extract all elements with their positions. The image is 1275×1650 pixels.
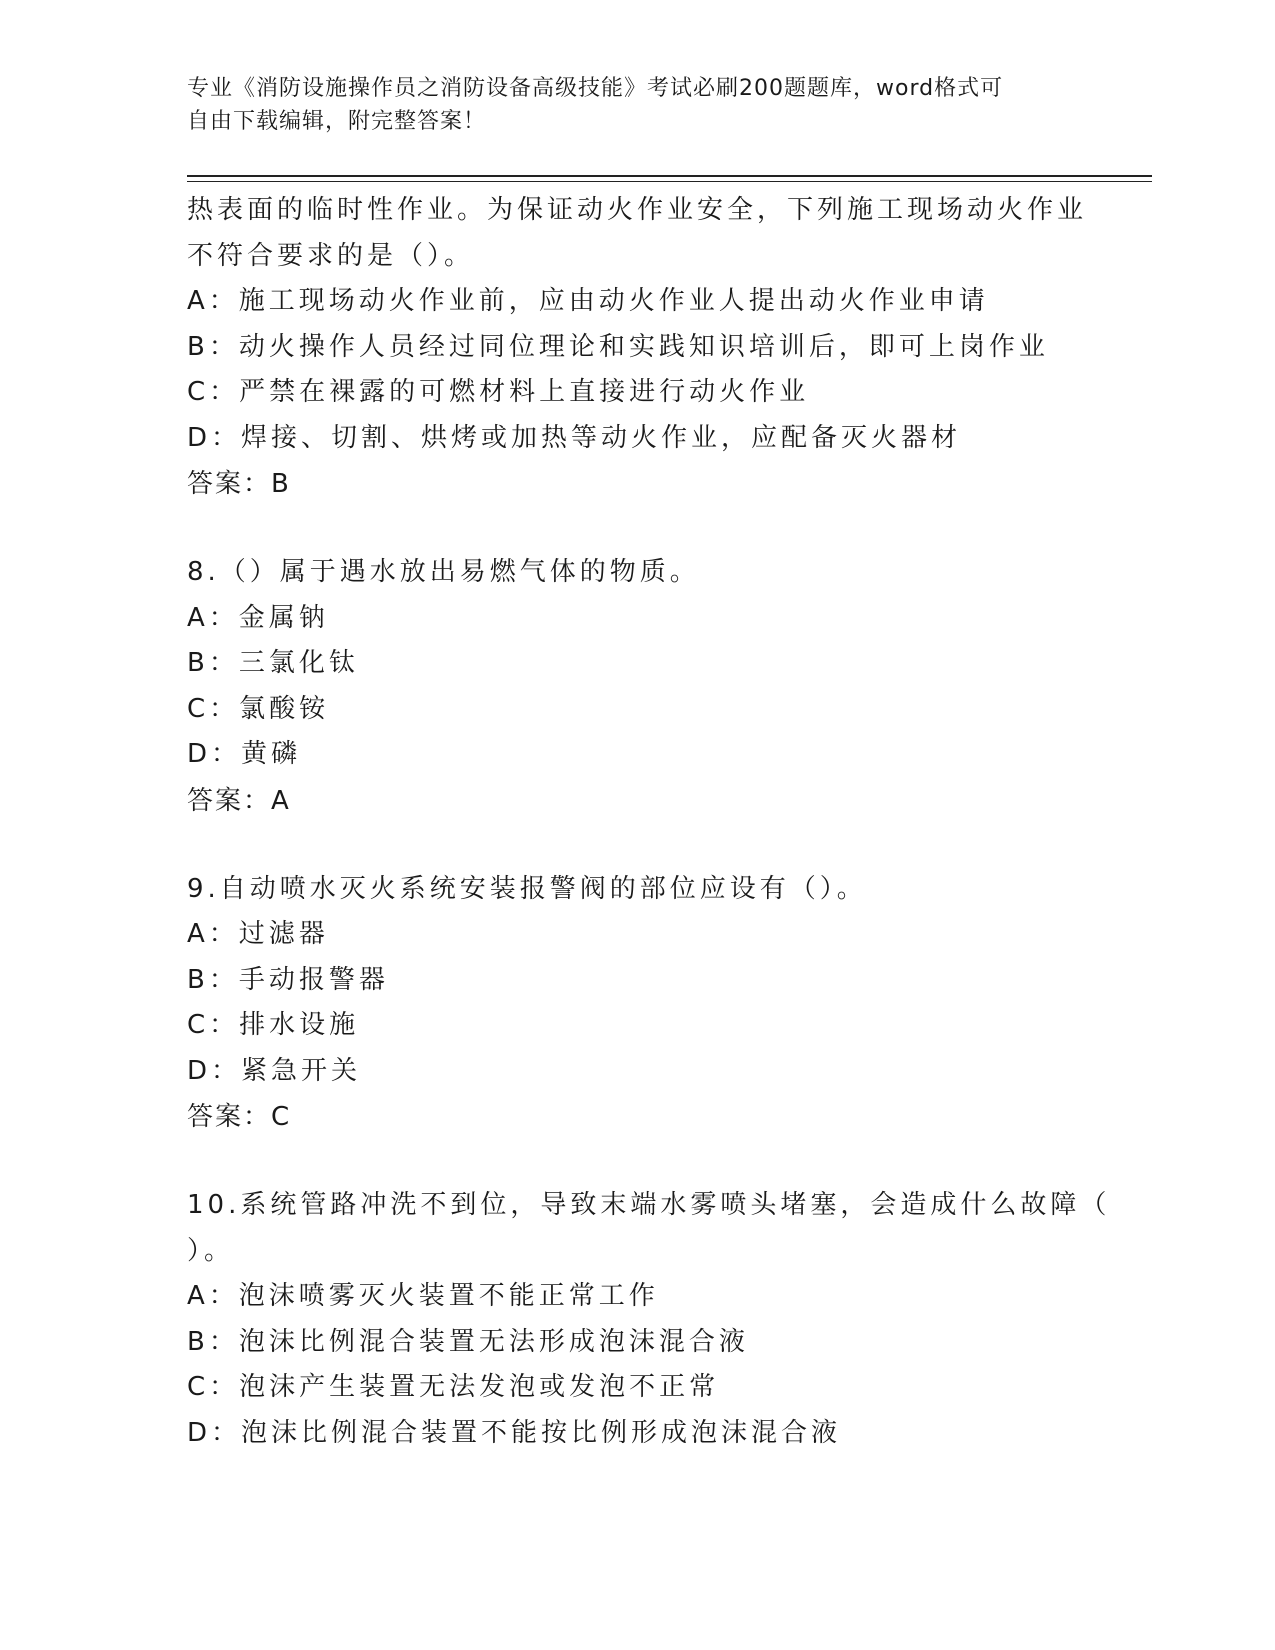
option-b: B：泡沫比例混合装置无法形成泡沫混合液 — [187, 1326, 749, 1357]
question-stem: 8.（）属于遇水放出易燃气体的物质。 — [187, 557, 700, 587]
answer-text: 答案：A — [187, 785, 291, 816]
answer-text: 答案：B — [187, 469, 291, 499]
option-b: B：三氯化钛 — [187, 648, 359, 678]
spacer — [187, 1140, 1087, 1183]
option-d: D：焊接、切割、烘烤或加热等动火作业，应配备灭火器材 — [187, 422, 962, 453]
option-d: D：紧急开关 — [187, 1055, 362, 1086]
option-a: A：泡沫喷雾灭火装置不能正常工作 — [187, 1281, 659, 1311]
option-a: A：施工现场动火作业前，应由动火作业人提出动火作业申请 — [187, 286, 989, 316]
spacer — [187, 824, 1087, 867]
question-7 — [187, 188, 1087, 507]
question-stem: 热表面的临时性作业。为保证动火作业安全，下列施工现场动火作业 — [187, 195, 1088, 225]
option-d: D：黄磷 — [187, 739, 302, 769]
option-c: C：氯酸铵 — [187, 693, 330, 724]
question-content — [187, 188, 1111, 1456]
option-a: A：金属钠 — [187, 602, 329, 633]
header-title-line1: 专业《消防设施操作员之消防设备高级技能》考试必刷200题题库，word格式可 — [187, 76, 1004, 101]
question-9 — [187, 867, 1087, 1141]
question-stem: ）。 — [187, 1235, 235, 1266]
answer-text: 答案：C — [187, 1102, 292, 1132]
question-8 — [187, 550, 1087, 824]
option-a: A：过滤器 — [187, 919, 329, 949]
header-divider-thick — [187, 175, 1152, 177]
option-c: C：排水设施 — [187, 1010, 360, 1040]
question-10 — [187, 1183, 1111, 1456]
header-title-line2: 自由下载编辑，附完整答案！ — [187, 109, 487, 134]
page-header — [187, 72, 1087, 138]
option-d: D：泡沫比例混合装置不能按比例形成泡沫混合液 — [187, 1417, 842, 1448]
option-c: C：泡沫产生装置无法发泡或发泡不正常 — [187, 1372, 720, 1402]
question-stem: 不符合要求的是（）。 — [187, 240, 475, 271]
question-stem: 9.自动喷水灭火系统安装报警阀的部位应设有（）。 — [187, 873, 867, 904]
option-b: B：手动报警器 — [187, 964, 389, 995]
option-c: C：严禁在裸露的可燃材料上直接进行动火作业 — [187, 377, 810, 407]
question-stem: 10.系统管路冲洗不到位，导致末端水雾喷头堵塞，会造成什么故障（ — [187, 1190, 1111, 1220]
header-divider-thin — [187, 181, 1152, 182]
spacer — [187, 507, 1087, 550]
option-b: B：动火操作人员经过同位理论和实践知识培训后，即可上岗作业 — [187, 331, 1049, 362]
